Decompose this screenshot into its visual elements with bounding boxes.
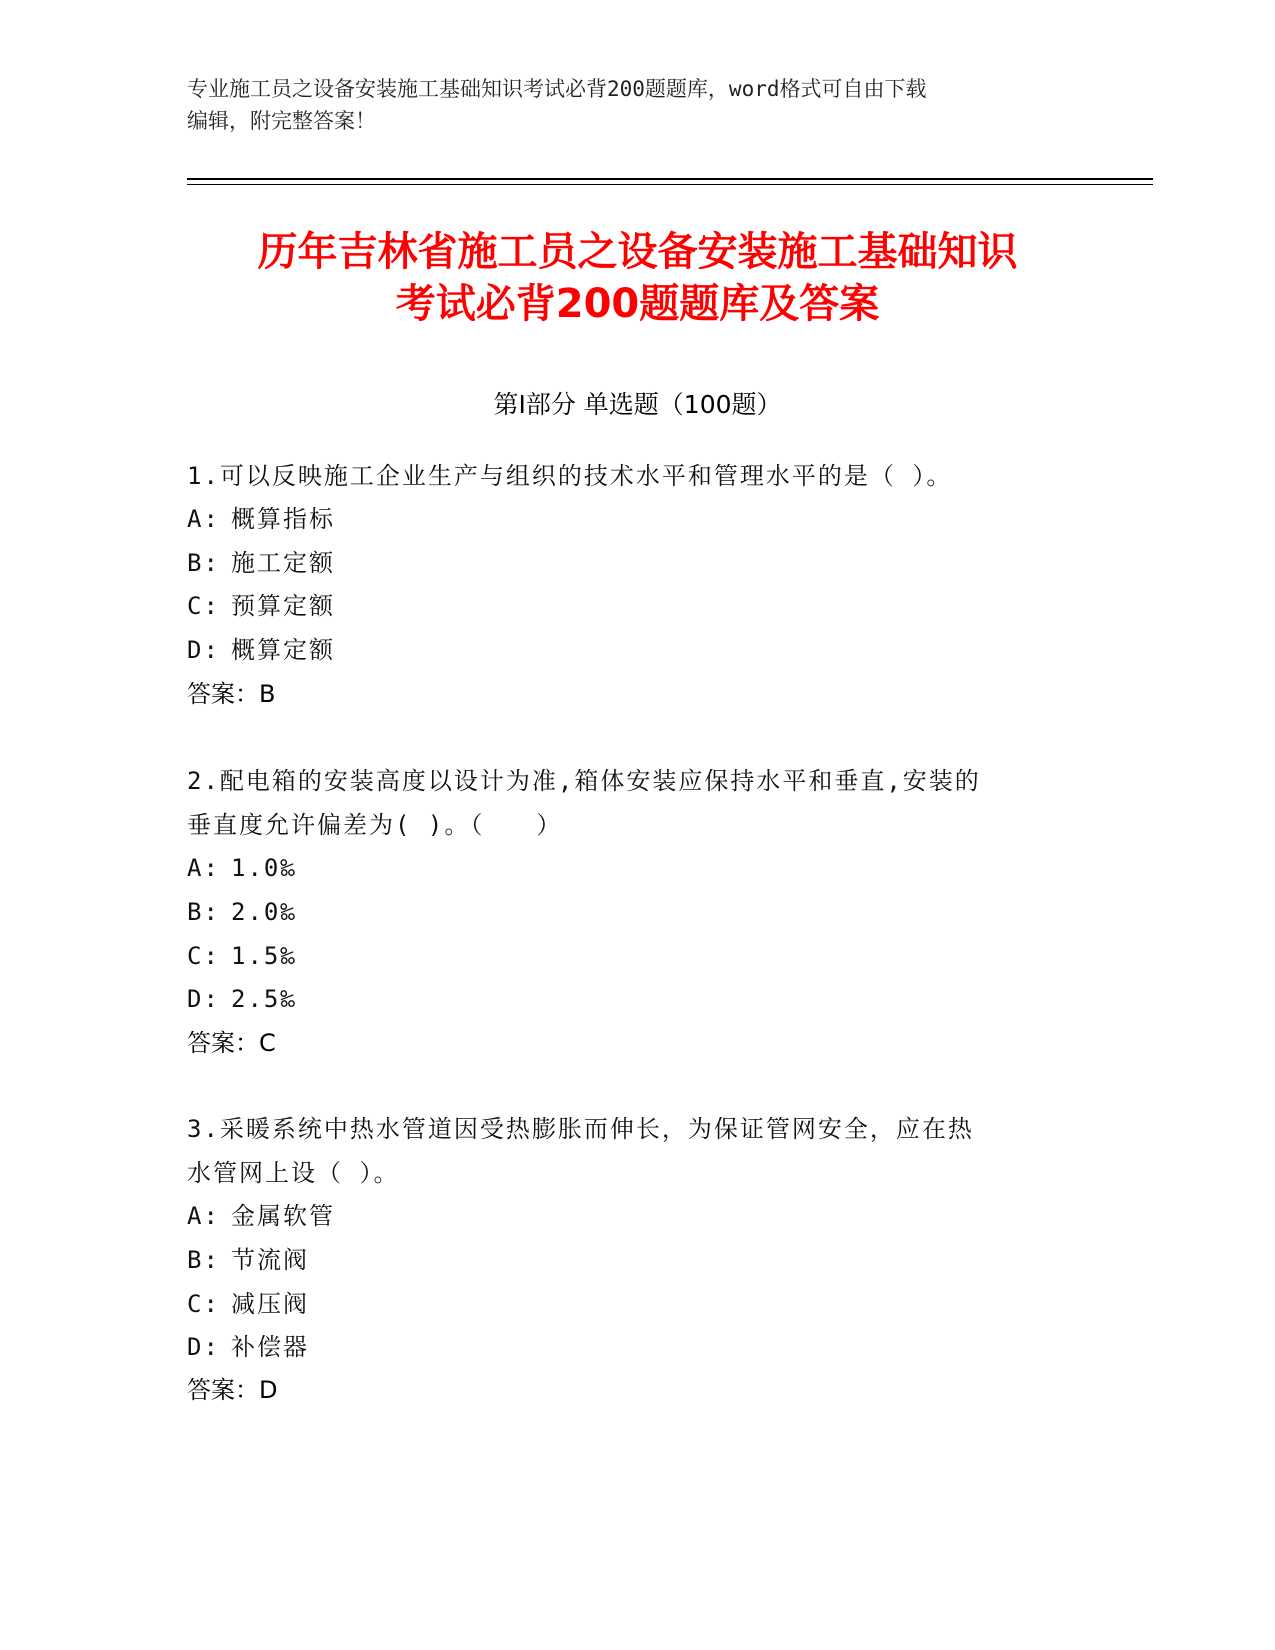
question-1-option-b <box>187 547 335 579</box>
option-text: 概算定额 <box>231 636 335 664</box>
header-note <box>187 73 1087 137</box>
option-text: 补偿器 <box>231 1333 309 1361</box>
header-note-line-1: 专业施工员之设备安装施工基础知识考试必背200题题库，word格式可自由下载 <box>187 77 927 101</box>
option-letter: C: <box>187 942 220 970</box>
header-rule-thick <box>187 178 1153 180</box>
question-3-stem-line-2: 水管网上设（ ）。 <box>187 1159 400 1187</box>
document-title-line-1: 历年吉林省施工员之设备安装施工基础知识 <box>257 229 1018 275</box>
header-note-line-2: 编辑，附完整答案！ <box>187 109 376 133</box>
option-text: 施工定额 <box>231 549 335 577</box>
question-3-stem-line-1: 3.采暖系统中热水管道因受热膨胀而伸长，为保证管网安全，应在热 <box>187 1115 974 1143</box>
question-1-stem-line-1: 1.可以反映施工企业生产与组织的技术水平和管理水平的是（ ）。 <box>187 462 953 490</box>
option-letter: A: <box>187 854 220 882</box>
question-1-option-d <box>187 634 335 666</box>
option-letter: D: <box>187 985 220 1013</box>
question-2-stem-line-1: 2.配电箱的安装高度以设计为准,箱体安装应保持水平和垂直,安装的 <box>187 767 981 795</box>
question-3-option-b <box>187 1244 309 1276</box>
question-3-option-a <box>187 1200 335 1232</box>
option-letter: B: <box>187 898 220 926</box>
option-text: 2.0‰ <box>231 898 297 926</box>
option-text: 减压阀 <box>231 1290 309 1318</box>
question-2-option-a <box>187 852 297 884</box>
question-3-option-d <box>187 1331 309 1363</box>
question-2-option-c <box>187 940 297 972</box>
header-rule-thin <box>187 184 1153 185</box>
question-3-option-c <box>187 1288 309 1320</box>
document-title-line-2: 考试必背200题题库及答案 <box>395 281 880 327</box>
option-letter: B: <box>187 1246 220 1274</box>
document-title <box>100 226 1175 330</box>
question-2-answer: 答案：C <box>187 1029 276 1057</box>
option-letter: C: <box>187 1290 220 1318</box>
question-1-answer: 答案：B <box>187 680 276 708</box>
option-text: 节流阀 <box>231 1246 309 1274</box>
option-letter: D: <box>187 1333 220 1361</box>
question-2-option-b <box>187 896 297 928</box>
question-3-answer: 答案：D <box>187 1376 278 1404</box>
question-2-option-d <box>187 983 297 1015</box>
option-letter: A: <box>187 1202 220 1230</box>
option-text: 预算定额 <box>231 592 335 620</box>
option-text: 2.5‰ <box>231 985 297 1013</box>
section-heading: 第Ⅰ部分 单选题（100题） <box>493 390 782 419</box>
option-text: 概算指标 <box>231 505 335 533</box>
option-letter: D: <box>187 636 220 664</box>
option-letter: A: <box>187 505 220 533</box>
question-2-stem-line-2: 垂直度允许偏差为( )。（ ） <box>187 811 563 839</box>
option-letter: C: <box>187 592 220 620</box>
option-text: 1.0‰ <box>231 854 297 882</box>
question-1-option-c <box>187 590 335 622</box>
option-text: 1.5‰ <box>231 942 297 970</box>
option-text: 金属软管 <box>231 1202 335 1230</box>
option-letter: B: <box>187 549 220 577</box>
question-1-option-a <box>187 503 335 535</box>
